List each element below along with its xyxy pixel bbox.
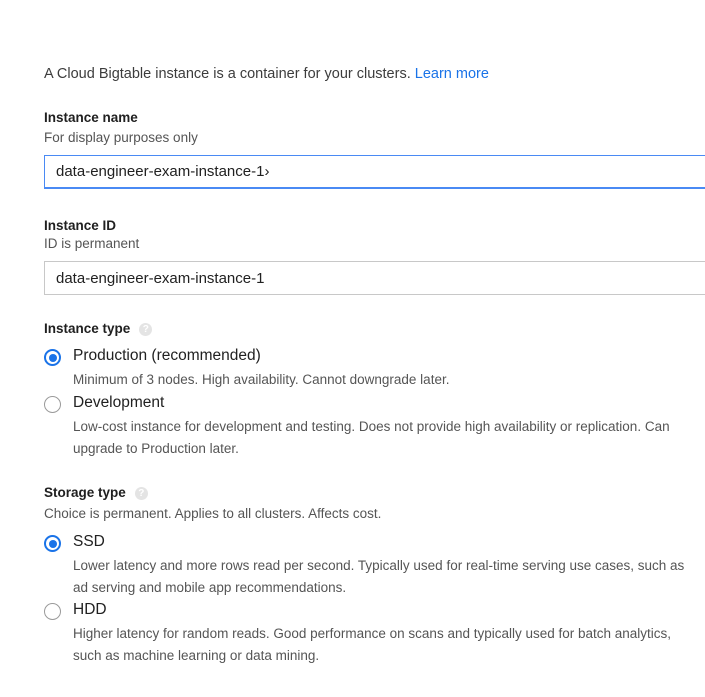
learn-more-link[interactable]: Learn more: [414, 66, 489, 82]
instance-name-hint: For display purposes only: [44, 130, 198, 145]
instance-id-field-wrapper: [44, 261, 705, 295]
radio-development[interactable]: [44, 396, 61, 413]
instance-type-heading: [44, 321, 152, 336]
intro-description: A Cloud Bigtable instance is a container for your clusters.: [44, 66, 411, 82]
instance-name-input[interactable]: [45, 156, 705, 187]
help-icon[interactable]: ?: [139, 323, 152, 336]
help-icon[interactable]: ?: [135, 487, 148, 500]
instance-id-hint: ID is permanent: [44, 236, 140, 251]
instance-name-label: Instance name: [44, 110, 138, 125]
hdd-option-title: HDD: [73, 601, 107, 618]
ssd-option-desc: Lower latency and more rows read per second. Typically used for real-time serving use cases, such as ad serving and mobile app recommendations.: [73, 558, 685, 595]
development-option-title: Development: [73, 394, 165, 411]
production-option-title: Production (recommended): [73, 347, 261, 364]
storage-type-label: Storage type: [44, 485, 126, 500]
intro-text: [44, 66, 489, 82]
production-option-desc: Minimum of 3 nodes. High availability. Cannot downgrade later.: [73, 372, 450, 387]
radio-ssd[interactable]: [44, 535, 61, 552]
radio-hdd[interactable]: [44, 603, 61, 620]
radio-production[interactable]: [44, 349, 61, 366]
instance-id-label: Instance ID: [44, 218, 117, 233]
storage-type-hint: Choice is permanent. Applies to all clusters. Affects cost.: [44, 506, 382, 521]
ssd-option-title: SSD: [73, 533, 105, 550]
instance-type-label: Instance type: [44, 321, 131, 336]
development-option-desc: Low-cost instance for development and testing. Does not provide high availability or replication. Can upgrade to Production later.: [73, 419, 670, 456]
instance-id-input[interactable]: [45, 262, 705, 294]
storage-type-heading: [44, 485, 148, 500]
hdd-option-desc: Higher latency for random reads. Good performance on scans and typically used for batch analytics, such as machine learning or data mining.: [73, 626, 672, 663]
instance-name-field-wrapper: [44, 155, 705, 189]
